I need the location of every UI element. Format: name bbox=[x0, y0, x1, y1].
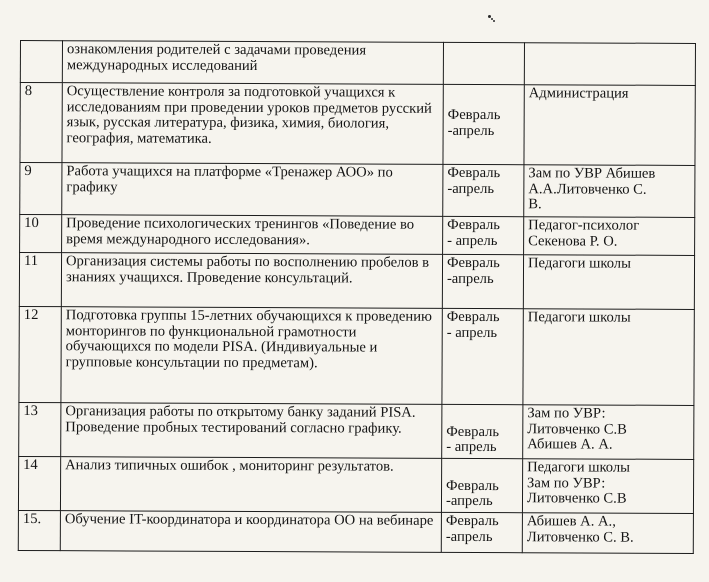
term-cell bbox=[443, 84, 524, 164]
row-number: 15. bbox=[18, 510, 60, 550]
responsible-cell bbox=[524, 43, 695, 86]
row-number: 10 bbox=[20, 215, 62, 253]
row-number: 8 bbox=[20, 83, 62, 163]
table-row bbox=[20, 215, 695, 256]
term-cell bbox=[442, 254, 523, 308]
plan-table bbox=[18, 40, 696, 554]
term-text: Февраль - апрель bbox=[446, 308, 500, 341]
table-row bbox=[19, 306, 694, 405]
row-number bbox=[20, 41, 62, 83]
responsible-cell bbox=[523, 405, 694, 460]
responsible-cell bbox=[522, 513, 693, 554]
term-cell bbox=[441, 458, 522, 512]
responsible-text: Педагоги школы bbox=[527, 255, 631, 272]
term-text: Февраль -апрель bbox=[445, 512, 499, 545]
term-text: Февраль - апрель bbox=[447, 216, 500, 249]
term-cell bbox=[443, 164, 524, 216]
row-number: 11 bbox=[19, 253, 61, 307]
responsible-cell bbox=[523, 309, 694, 406]
term-cell bbox=[442, 404, 523, 458]
responsible-text: Педагоги школы Зам по УВР: Литовченко С.В bbox=[526, 459, 631, 507]
responsible-text: Педагог-психолог Секенова Р. О. bbox=[528, 217, 640, 250]
table-row bbox=[20, 163, 695, 218]
task-cell: Работа учащихся на платформе «Тренажер АОО» по графику bbox=[62, 163, 443, 217]
term-text: Февраль -апрель bbox=[446, 254, 500, 287]
term-cell bbox=[442, 308, 523, 404]
responsible-text: Зам по УВР Абишев А.А.Литовченко С. В. bbox=[528, 165, 656, 213]
table-row bbox=[19, 402, 694, 459]
responsible-cell bbox=[522, 459, 693, 514]
term-cell bbox=[441, 512, 522, 552]
responsible-text: Зам по УВР: Литовченко С.В Абишев А. А. bbox=[527, 405, 627, 453]
task-cell: Обучение IT-координатора и координатора ОО на вебинаре bbox=[60, 511, 441, 553]
scan-speck bbox=[486, 14, 496, 24]
task-cell: Осуществление контроля за подготовкой учащихся к исследованиям при проведении уроков предметов русский язык, русская литература, физика, химия, биология, география, математика. bbox=[62, 83, 443, 165]
responsible-cell bbox=[524, 85, 695, 166]
row-number: 9 bbox=[20, 163, 62, 215]
term-cell bbox=[443, 216, 524, 254]
term-text: Февраль -апрель bbox=[447, 107, 501, 140]
term-text: Февраль -апрель bbox=[445, 477, 499, 510]
row-number: 12 bbox=[19, 306, 61, 402]
table-row bbox=[18, 456, 693, 513]
table-row bbox=[20, 83, 695, 166]
term-text: Февраль - апрель bbox=[446, 423, 500, 456]
row-number: 14 bbox=[18, 456, 60, 510]
task-cell: Организация работы по открытому банку заданий PISA. Проведение пробных тестирований согласно графику. bbox=[61, 403, 442, 459]
responsible-cell bbox=[523, 255, 694, 310]
term-cell bbox=[443, 42, 524, 84]
responsible-text: Абишев А. А., Литовченко С. В. bbox=[526, 513, 634, 546]
responsible-cell bbox=[524, 217, 695, 256]
term-text: Февраль -апрель bbox=[447, 164, 501, 197]
task-cell: Подготовка группы 15-летних обучающихся к проведению монторингов по функциональной грамотности обучающихся по модели PISA. (Индивиуальные и групповые консультации по предметам). bbox=[61, 307, 442, 405]
table-row bbox=[19, 253, 694, 310]
responsible-cell bbox=[524, 165, 695, 218]
table-row bbox=[18, 510, 693, 553]
responsible-text: Администрация bbox=[528, 85, 629, 102]
task-cell: Проведение психологических тренингов «Поведение во время международного исследования». bbox=[62, 215, 443, 255]
responsible-text: Педагоги школы bbox=[527, 309, 631, 326]
task-cell: Анализ типичных ошибок , мониторинг результатов. bbox=[60, 457, 441, 513]
row-number: 13 bbox=[19, 402, 61, 456]
table-row bbox=[20, 41, 695, 86]
task-cell: ознакомления родителей с задачами проведения международных исследований bbox=[62, 41, 443, 85]
task-cell: Организация системы работы по восполнению пробелов в знаниях учащихся. Проведение консультаций. bbox=[61, 253, 442, 309]
